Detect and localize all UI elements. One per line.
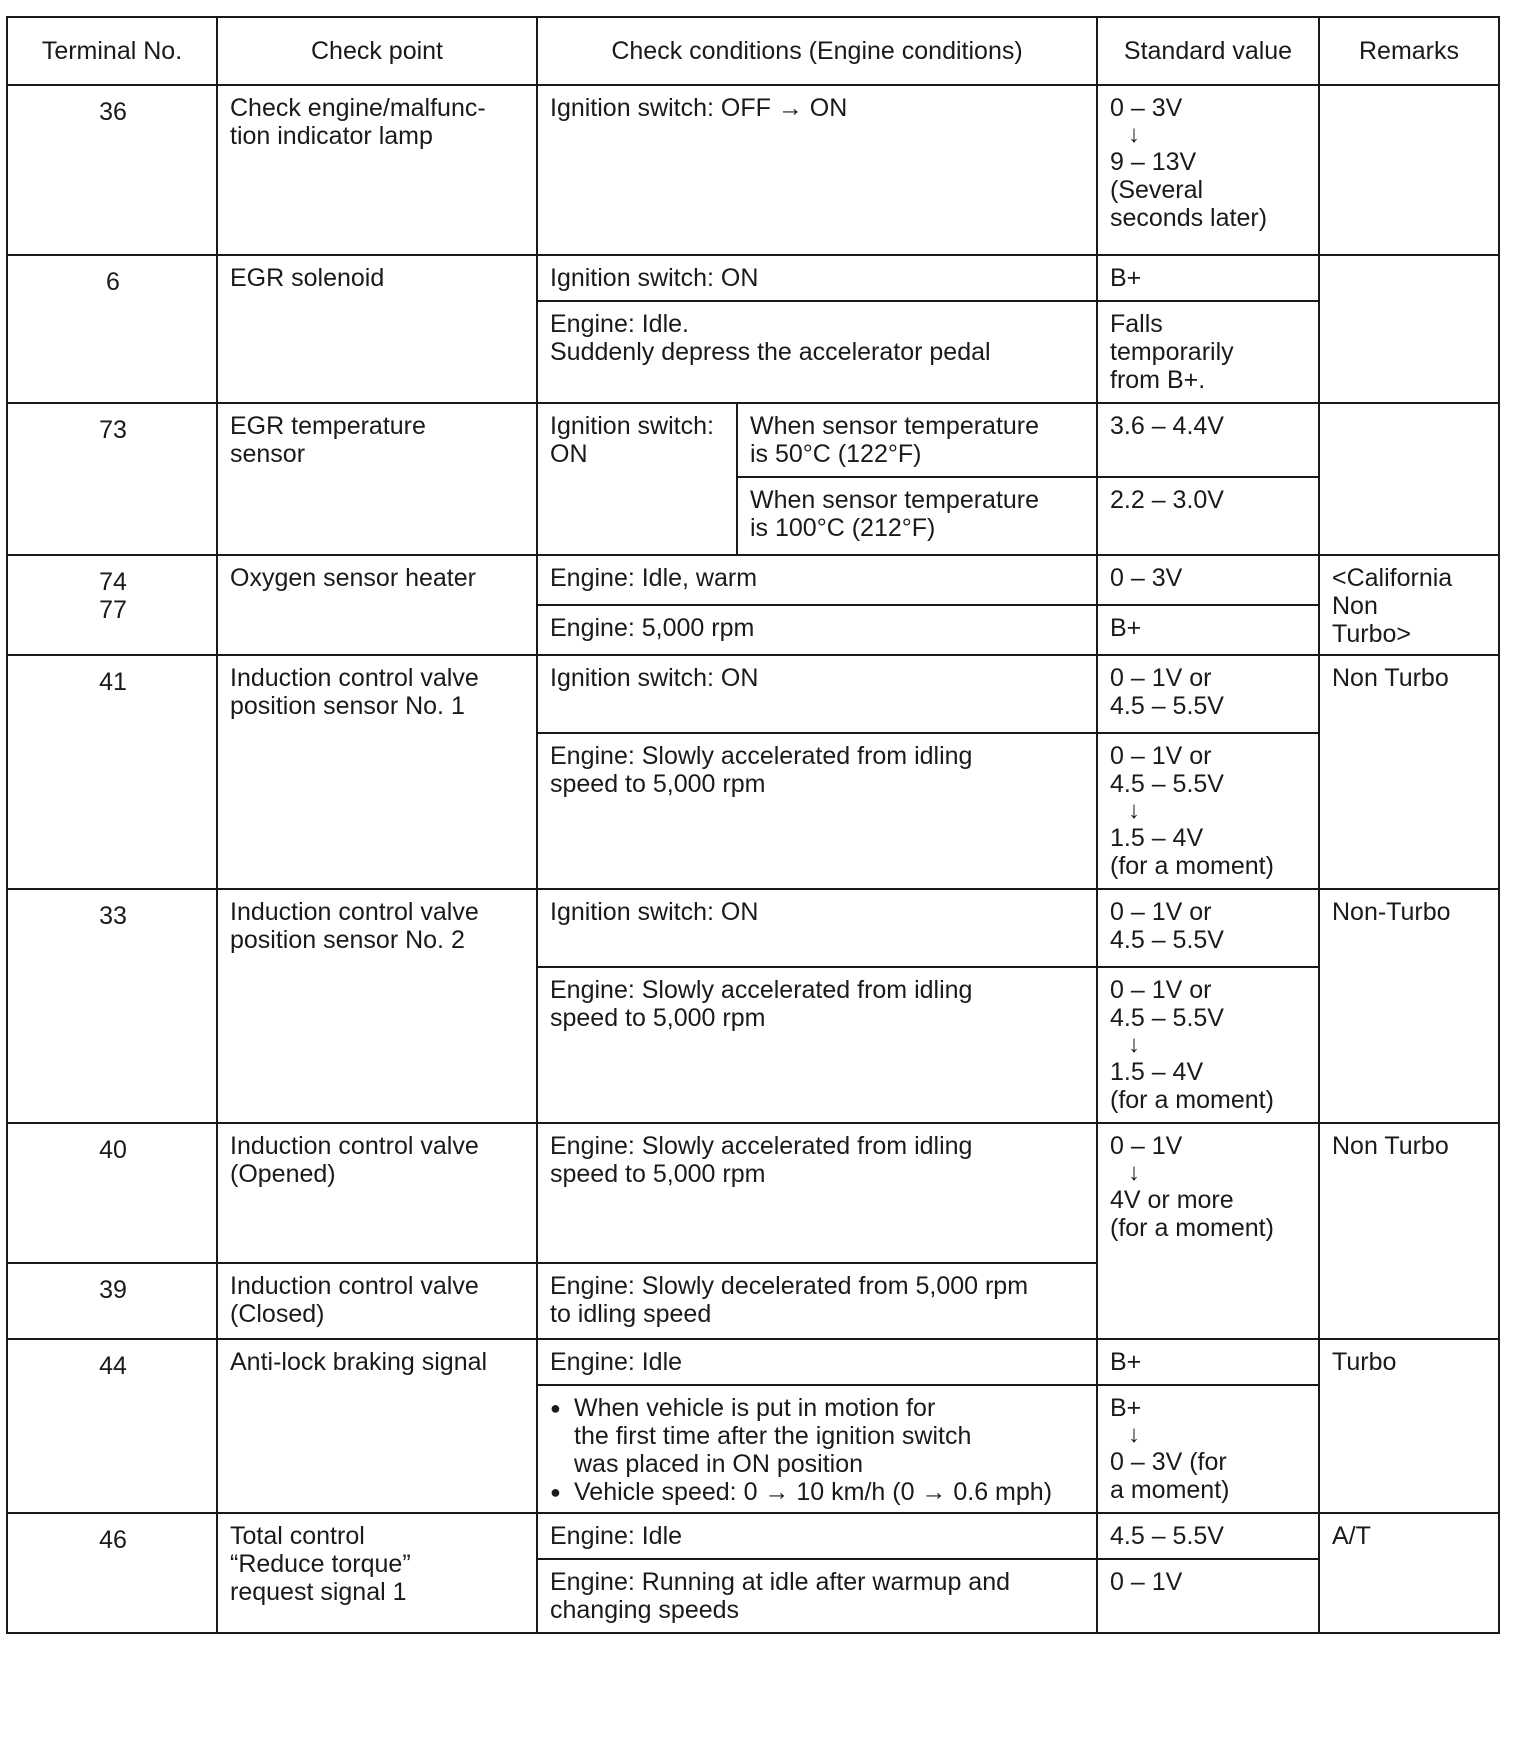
standard-value-cell: B+ [1097,1339,1319,1385]
standard-value-cell: B+ [1097,255,1319,301]
standard-value-cell: 0 – 3V [1097,555,1319,605]
table-row [7,1123,1499,1263]
header-conditions: Check conditions (Engine conditions) [537,17,1097,85]
table-row [7,655,1499,733]
remarks-cell [1319,255,1499,403]
condition-cell: Engine: Slowly accelerated from idling speed to 5,000 rpm [537,1123,1097,1263]
condition-cell: Engine: Idle, warm [537,555,1097,605]
remarks-cell [1319,403,1499,555]
remarks-cell: Turbo [1319,1339,1499,1513]
table-row [7,1513,1499,1559]
remarks-cell: A/T [1319,1513,1499,1633]
condition-cell: Engine: Slowly accelerated from idling speed to 5,000 rpm [537,733,1097,889]
table-row [7,85,1499,255]
condition-cell: Engine: Running at idle after warmup and changing speeds [537,1559,1097,1633]
standard-value-cell: B+ ↓ 0 – 3V (for a moment) [1097,1385,1319,1513]
down-arrow-icon: ↓ [1128,797,1140,824]
check-point-cell: EGR temperature sensor [217,403,537,555]
list-item: ● When vehicle is put in motion for the first time after the ignition switch was placed in ON position [550,1394,1086,1478]
table-row [7,555,1499,605]
condition-cell: Engine: Idle [537,1339,1097,1385]
down-arrow-icon: ↓ [1128,1031,1140,1058]
sub-condition-cell: When sensor temperature is 100°C (212°F) [737,477,1097,555]
terminal-cell: 74 77 [7,555,217,655]
terminal-check-table [6,16,1500,1634]
table-row [7,255,1499,301]
terminal-cell: 36 [7,85,217,255]
check-point-cell: Induction control valve (Opened) [217,1123,537,1263]
standard-value-cell: 0 – 1V or 4.5 – 5.5V ↓ 1.5 – 4V (for a moment) [1097,733,1319,889]
table-row [7,1339,1499,1385]
condition-cell: Ignition switch: ON [537,655,1097,733]
down-arrow-icon: ↓ [1128,121,1140,148]
condition-cell: Ignition switch: ON [537,403,737,555]
check-point-cell: Anti-lock braking signal [217,1339,537,1513]
check-point-cell: Check engine/malfunc- tion indicator lamp [217,85,537,255]
header-check-point: Check point [217,17,537,85]
check-point-cell: EGR solenoid [217,255,537,403]
terminal-cell: 44 [7,1339,217,1513]
check-point-cell: Induction control valve position sensor No. 1 [217,655,537,889]
standard-value-cell: 0 – 1V or 4.5 – 5.5V ↓ 1.5 – 4V (for a moment) [1097,967,1319,1123]
table-row [7,403,1499,477]
standard-value-cell: 4.5 – 5.5V [1097,1513,1319,1559]
condition-cell: Engine: Slowly accelerated from idling speed to 5,000 rpm [537,967,1097,1123]
standard-value-cell: B+ [1097,605,1319,655]
header-terminal: Terminal No. [7,17,217,85]
terminal-cell: 40 [7,1123,217,1263]
standard-value-cell: 2.2 – 3.0V [1097,477,1319,555]
condition-cell: Engine: Idle [537,1513,1097,1559]
remarks-cell: Non Turbo [1319,655,1499,889]
inspection-sheet [6,16,1498,1634]
check-point-cell: Induction control valve position sensor No. 2 [217,889,537,1123]
condition-cell: Ignition switch: ON [537,255,1097,301]
list-item: ● Vehicle speed: 0 → 10 km/h (0 → 0.6 mph) [550,1478,1086,1506]
check-point-cell: Oxygen sensor heater [217,555,537,655]
header-remarks: Remarks [1319,17,1499,85]
check-point-cell: Total control “Reduce torque” request signal 1 [217,1513,537,1633]
sub-condition-cell: When sensor temperature is 50°C (122°F) [737,403,1097,477]
standard-value-cell: Falls temporarily from B+. [1097,301,1319,403]
condition-cell: Engine: Idle. Suddenly depress the accelerator pedal [537,301,1097,403]
standard-value-cell: 3.6 – 4.4V [1097,403,1319,477]
remarks-cell: Non Turbo [1319,1123,1499,1339]
header-row [7,17,1499,85]
standard-value-cell: 0 – 1V or 4.5 – 5.5V [1097,889,1319,967]
condition-cell: Ignition switch: ON [537,889,1097,967]
standard-value-cell: 0 – 1V [1097,1559,1319,1633]
terminal-cell: 6 [7,255,217,403]
terminal-cell: 41 [7,655,217,889]
condition-cell: Engine: 5,000 rpm [537,605,1097,655]
standard-value-cell: 0 – 1V or 4.5 – 5.5V [1097,655,1319,733]
check-point-cell: Induction control valve (Closed) [217,1263,537,1339]
remarks-cell: <California Non Turbo> [1319,555,1499,655]
standard-value-cell: 0 – 3V ↓ 9 – 13V (Several seconds later) [1097,85,1319,255]
condition-cell: Engine: Slowly decelerated from 5,000 rpm to idling speed [537,1263,1097,1339]
down-arrow-icon: ↓ [1128,1421,1140,1448]
remarks-cell [1319,85,1499,255]
down-arrow-icon: ↓ [1128,1159,1140,1186]
terminal-cell: 46 [7,1513,217,1633]
condition-cell: Ignition switch: OFF → ON [537,85,1097,255]
condition-cell [537,1385,1097,1513]
condition-bullet-list [550,1394,1086,1506]
header-standard-value: Standard value [1097,17,1319,85]
standard-value-cell: 0 – 1V ↓ 4V or more (for a moment) [1097,1123,1319,1339]
table-row [7,889,1499,967]
terminal-cell: 39 [7,1263,217,1339]
remarks-cell: Non-Turbo [1319,889,1499,1123]
terminal-cell: 73 [7,403,217,555]
terminal-cell: 33 [7,889,217,1123]
